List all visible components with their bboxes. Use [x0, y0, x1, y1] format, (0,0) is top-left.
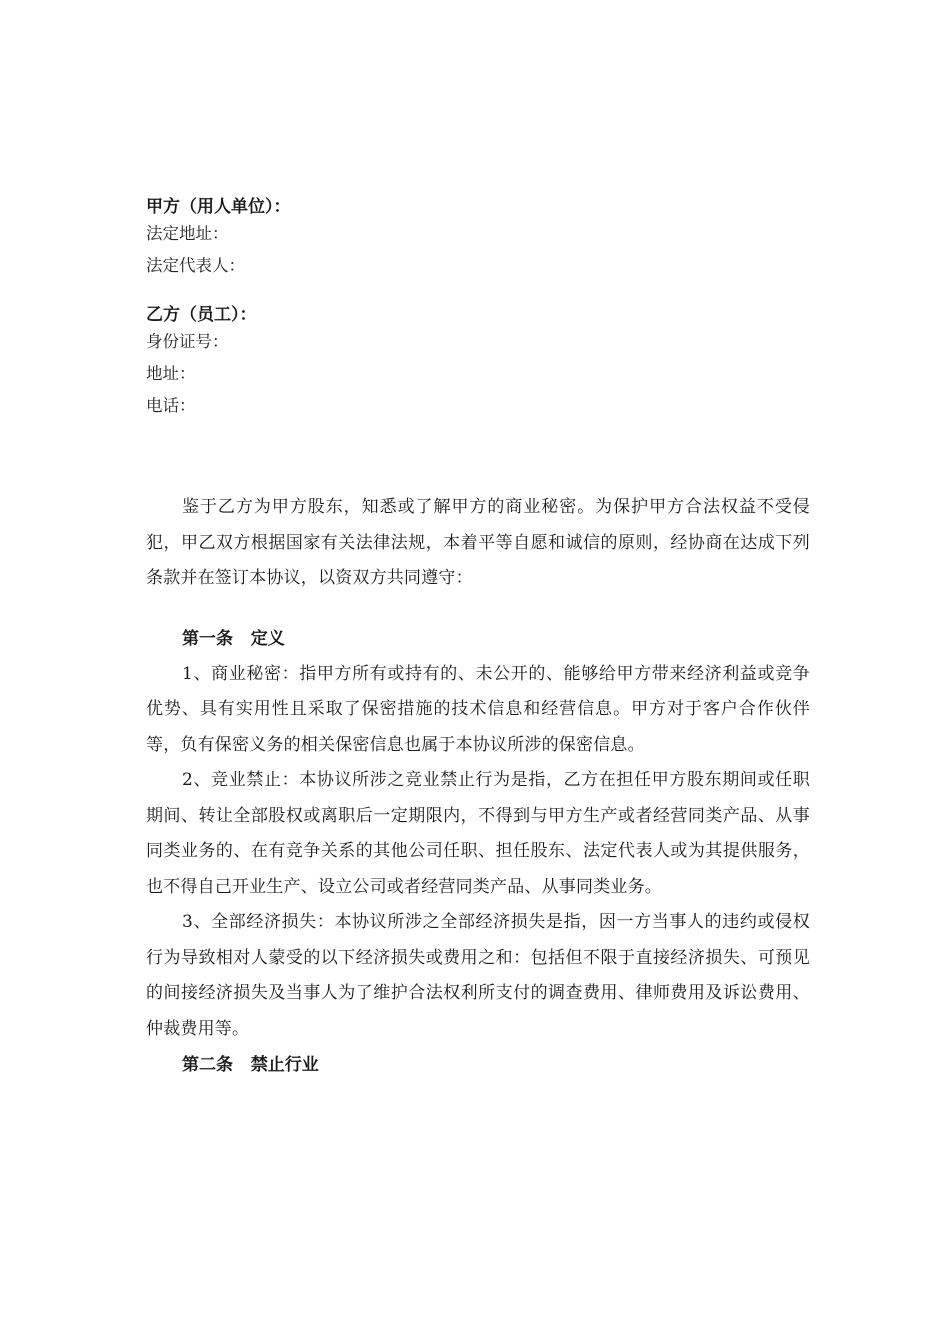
party-a-heading: 甲方（用人单位）：	[146, 197, 291, 217]
article-1-heading: 第一条 定义	[182, 628, 285, 649]
document-body	[146, 196, 810, 1083]
article-1-item-2: 2、竞业禁止：本协议所涉之竞业禁止行为是指，乙方在担任甲方股东期间或任职期间、转让全部股权或离职后一定期限内，不得到与甲方生产或者经营同类产品、从事同类业务的、在有竞争关系的其他公司任职、担任股东、法定代表人或为其提供服务，也不得自己开业生产、设立公司或者经营同类产品、从事同类业务。	[146, 770, 810, 897]
party-a-legal-address: 法定地址：	[146, 224, 229, 243]
party-b-phone: 电话：	[146, 396, 196, 415]
party-b-heading: 乙方（员工）：	[146, 305, 257, 325]
spacer	[146, 597, 810, 621]
party-a-legal-representative: 法定代表人：	[146, 256, 245, 275]
article-2-heading: 第二条 禁止行业	[182, 1055, 319, 1075]
party-b-id-number: 身份证号：	[146, 332, 229, 351]
spacer	[146, 282, 810, 304]
spacer	[146, 422, 810, 490]
party-b-address: 地址：	[146, 364, 196, 383]
article-1-item-3: 3、全部经济损失：本协议所涉之全部经济损失是指，因一方当事人的违约或侵权行为导致相对人蒙受的以下经济损失或费用之和：包括但不限于直接经济损失、可预见的间接经济损失及当事人为了维护合法权利所支付的调查费用、律师费用及诉讼费用、仲裁费用等。	[146, 912, 810, 1039]
article-1-item-1: 1、商业秘密：指甲方所有或持有的、未公开的、能够给甲方带来经济利益或竞争优势、具有实用性且采取了保密措施的技术信息和经营信息。甲方对于客户合作伙伴等，负有保密义务的相关保密信息也属于本协议所涉的保密信息。	[146, 663, 810, 755]
preamble-paragraph: 鉴于乙方为甲方股东，知悉或了解甲方的商业秘密。为保护甲方合法权益不受侵犯，甲乙双方根据国家有关法律法规，本着平等自愿和诚信的原则，经协商在达成下列条款并在签订本协议，以资双方共同遵守：	[146, 497, 810, 588]
